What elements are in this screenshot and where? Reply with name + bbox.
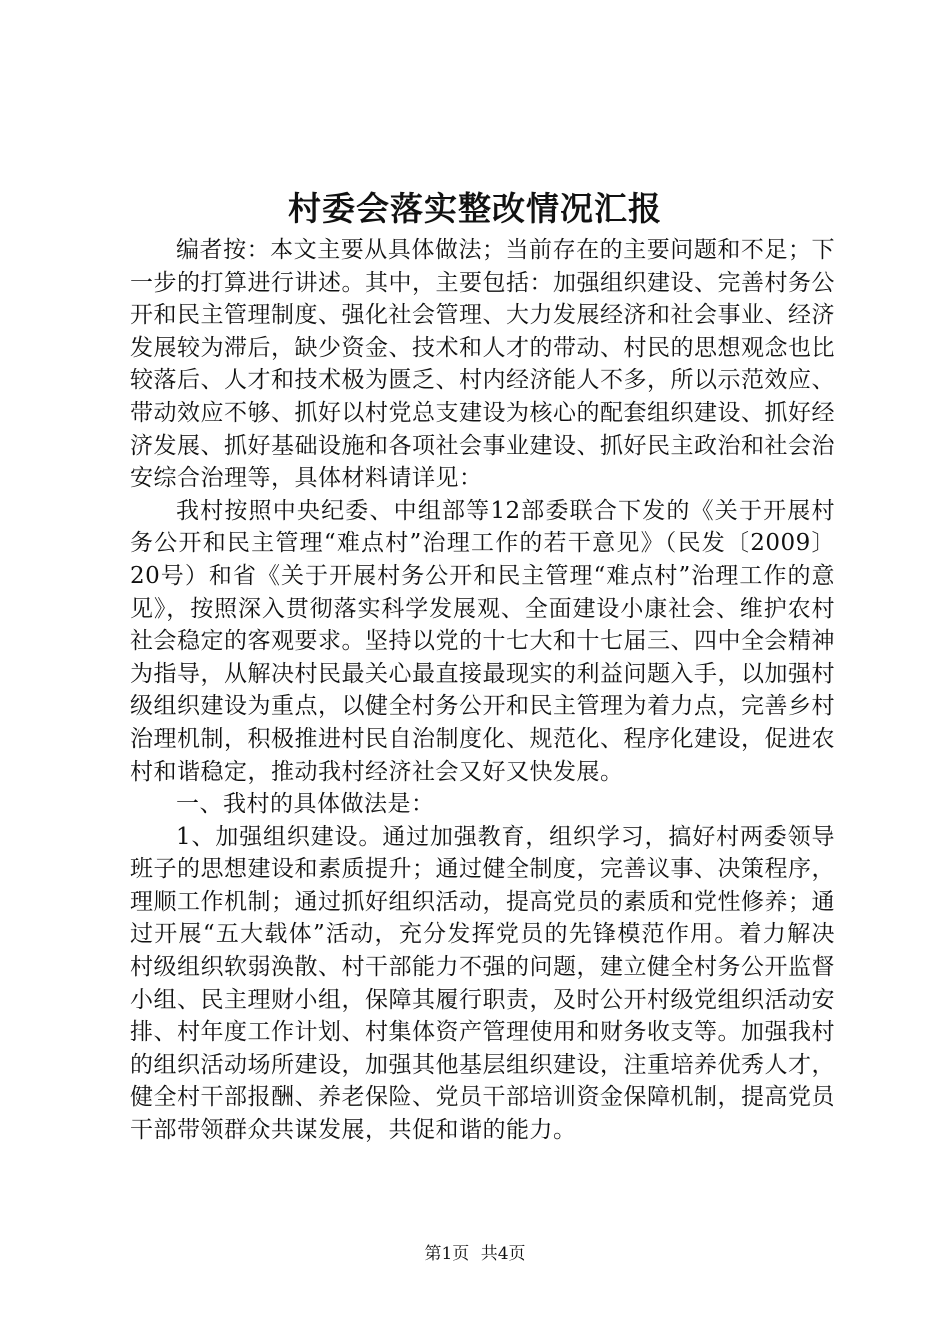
section-heading: 一、我村的具体做法是： [176,791,435,818]
page-number-footer: 第1页 共4页 [424,1244,526,1264]
section-item-paragraph: 1、加强组织建设。通过加强教育，组织学习，搞好村两委领导班子的思想建设和素质提升；通过健全制度，完善议事、决策程序，理顺工作机制；通过抓好组织活动，提高党员的素质和党性修养；通过开展“五大载体”活动，充分发挥党员的先锋模范作用。着力解决村级组织软弱涣散、村干部能力不强的问题，建立健全村务公开监督小组、民主理财小组，保障其履行职责，及时公开村级党组织活动安排、村年度工作计划、村集体资产管理使用和财务收支等。加强我村的组织活动场所建设，加强其他基层组织建设，注重培养优秀人才，健全村干部报酬、养老保险、党员干部培训资金保障机制，提高党员干部带领群众共谋发展，共促和谐的能力。 [130,823,835,1144]
intro-paragraph: 我村按照中央纪委、中组部等12部委联合下发的《关于开展村务公开和民主管理“难点村”治理工作的若干意见》（民发〔2009〕20号）和省《关于开展村务公开和民主管理“难点村”治理工作的意见》，按照深入贯彻落实科学发展观、全面建设小康社会、维护农村社会稳定的客观要求。坚持以党的十七大和十七届三、四中全会精神为指导，从解决村民最关心最直接最现实的利益问题入手，以加强村级组织建设为重点，以健全村务公开和民主管理为着力点，完善乡村治理机制，积极推进村民自治制度化、规范化、程序化建设，促进农村和谐稳定，推动我村经济社会又好又快发展。 [130,497,835,785]
document-body [130,234,835,1147]
editor-note-paragraph: 编者按：本文主要从具体做法；当前存在的主要问题和不足；下一步的打算进行讲述。其中，主要包括：加强组织建设、完善村务公开和民主管理制度、强化社会管理、大力发展经济和社会事业、经济发展较为滞后，缺少资金、技术和人才的带动、村民的思想观念也比较落后、人才和技术极为匮乏、村内经济能人不多，所以示范效应、带动效应不够、抓好以村党总支建设为核心的配套组织建设、抓好经济发展、抓好基础设施和各项社会事业建设、抓好民主政治和社会治安综合治理等，具体材料请详见： [130,237,835,492]
document-title: 村委会落实整改情况汇报 [288,189,662,228]
